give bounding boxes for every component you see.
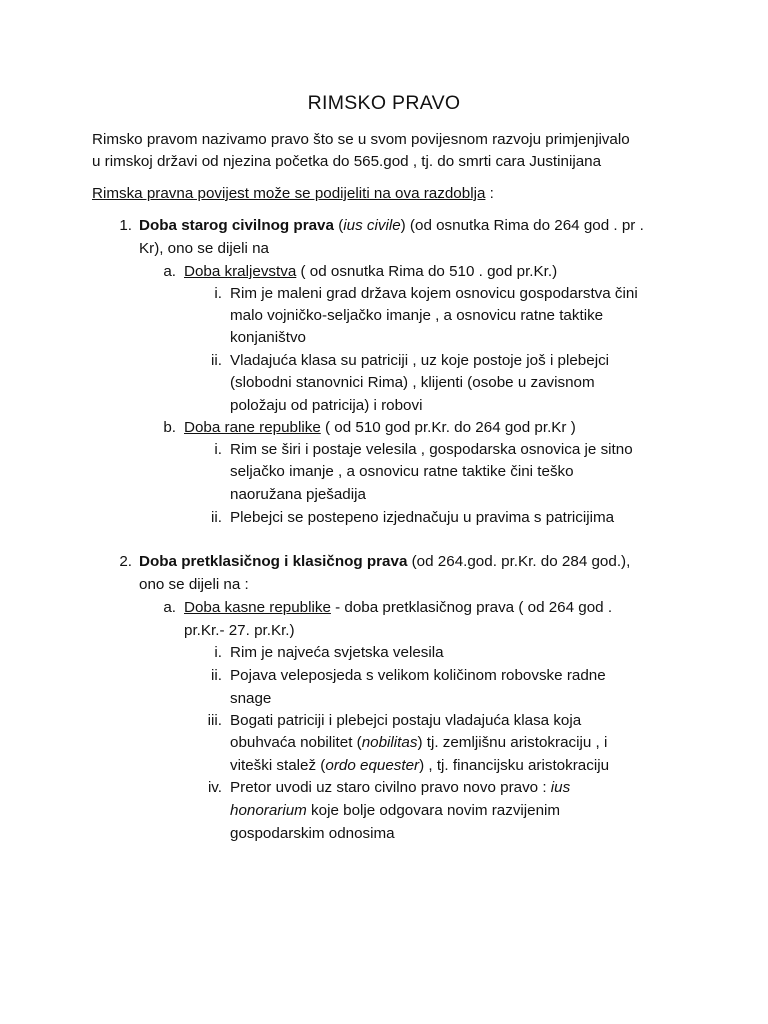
section1-b-marker: b. — [163, 419, 176, 436]
section2-a-iv-marker: iv. — [207, 779, 222, 796]
section1-b-rest: ( od 510 god pr.Kr. do 264 god pr.Kr ) — [320, 419, 576, 436]
section2-a-iv-text: koje bolje odgovara novim razvijenim — [306, 802, 561, 819]
section2-a-iii-text: viteški stalež ( — [230, 757, 326, 774]
section2-a-line-2: pr.Kr.- 27. pr.Kr.) — [184, 622, 295, 639]
section2-a-iii-text: ) tj. zemljišnu aristokraciju , i — [417, 734, 608, 751]
section1-paren: ( — [333, 217, 344, 234]
section1-b-underlined: Doba rane republike — [184, 419, 321, 436]
section2-a-ii-marker: ii. — [211, 667, 222, 684]
section2-a-iii-line — [230, 755, 609, 778]
section2-a-i-marker: i. — [214, 644, 222, 661]
section2-a-iii-marker: iii. — [207, 712, 222, 729]
section1-a-i-line: malo vojničko-seljačko imanje , a osnovicu ratne taktike — [230, 307, 604, 324]
section2-a-iv-line: gospodarskim odnosima — [230, 825, 395, 842]
section1-b-ii-marker: ii. — [211, 509, 222, 526]
section2-a-heading — [184, 597, 704, 620]
section1-heading — [139, 215, 699, 238]
section1-a-ii-line: položaju od patricija) i robovi — [230, 397, 423, 414]
section1-rest: ) (od osnutka Rima do 264 god . pr . — [400, 217, 644, 234]
section2-a-marker: a. — [163, 599, 176, 616]
section1-a-i-line: Rim je maleni grad država kojem osnovicu gospodarstva čini — [230, 285, 638, 302]
section1-b-ii-line: Plebejci se postepeno izjednačuju u pravima s patricijima — [230, 509, 615, 526]
section1-marker: 1. — [119, 217, 132, 234]
section2-rest: (od 264.god. pr.Kr. do 284 god.), — [407, 553, 631, 570]
section2-a-iv-line — [230, 800, 560, 823]
section2-a-iii-italic-term: nobilitas — [361, 734, 418, 751]
section1-b-i-marker: i. — [214, 441, 222, 458]
section2-a-iv-text: Pretor uvodi uz staro civilno pravo novo pravo : — [230, 779, 551, 796]
section1-a-heading — [184, 261, 704, 284]
page-title: RIMSKO PRAVO — [307, 92, 461, 114]
section2-a-iv-line — [230, 777, 570, 800]
section1-a-ii-line: Vladajuća klasa su patriciji , uz koje postoje još i plebejci — [230, 352, 610, 369]
periods-heading — [92, 183, 702, 206]
section2-heading — [139, 551, 699, 574]
section2-a-iv-italic-term: honorarium — [230, 802, 307, 819]
section1-b-i-line: Rim se širi i postaje velesila , gospodarska osnovica je sitno — [230, 441, 633, 458]
section1-italic-term: ius civile — [343, 217, 401, 234]
section2-marker: 2. — [119, 553, 132, 570]
section2-a-iii-text: ) , tj. financijsku aristokraciju — [419, 757, 610, 774]
section2-a-iii-text: obuhvaća nobilitet ( — [230, 734, 362, 751]
section1-b-i-line: seljačko imanje , a osnovicu ratne taktike čini teško — [230, 463, 574, 480]
section2-a-i-line: Rim je najveća svjetska velesila — [230, 644, 444, 661]
section1-a-marker: a. — [163, 263, 176, 280]
section1-line-2: Kr), ono se dijeli na — [139, 240, 270, 257]
section1-a-i-marker: i. — [214, 285, 222, 302]
section2-a-ii-line: snage — [230, 690, 272, 707]
section2-a-iii-line — [230, 732, 607, 755]
section1-a-ii-line: (slobodni stanovnici Rima) , klijenti (osobe u zavisnom — [230, 374, 595, 391]
section1-b-i-line: naoružana pješadija — [230, 486, 366, 503]
periods-heading-underlined: Rimska pravna povijest može se podijeliti na ova razdoblja — [92, 185, 486, 202]
section2-a-ii-line: Pojava veleposjeda s velikom količinom robovske radne — [230, 667, 606, 684]
section2-a-underlined: Doba kasne republike — [184, 599, 331, 616]
section2-a-rest: - doba pretklasičnog prava ( od 264 god . — [330, 599, 613, 616]
section1-b-heading — [184, 417, 704, 440]
intro-line-1: Rimsko pravom nazivamo pravo što se u svom povijesnom razvoju primjenjivalo — [92, 131, 630, 148]
section2-a-iv-italic-term: ius — [550, 779, 571, 796]
section1-a-i-line: konjaništvo — [230, 329, 306, 346]
section2-line-2: ono se dijeli na : — [139, 576, 249, 593]
section2-bold-title: Doba pretklasičnog i klasičnog prava — [139, 553, 408, 570]
section1-a-rest: ( od osnutka Rima do 510 . god pr.Kr.) — [296, 263, 558, 280]
intro-line-2: u rimskoj državi od njezina početka do 565.god , tj. do smrti cara Justinijana — [92, 153, 602, 170]
section1-a-underlined: Doba kraljevstva — [184, 263, 297, 280]
section1-bold-title: Doba starog civilnog prava — [139, 217, 334, 234]
section2-a-iii-line: Bogati patriciji i plebejci postaju vladajuća klasa koja — [230, 712, 582, 729]
section2-a-iii-italic-term: ordo equester — [325, 757, 420, 774]
periods-heading-tail: : — [485, 185, 494, 202]
section1-a-ii-marker: ii. — [211, 352, 222, 369]
